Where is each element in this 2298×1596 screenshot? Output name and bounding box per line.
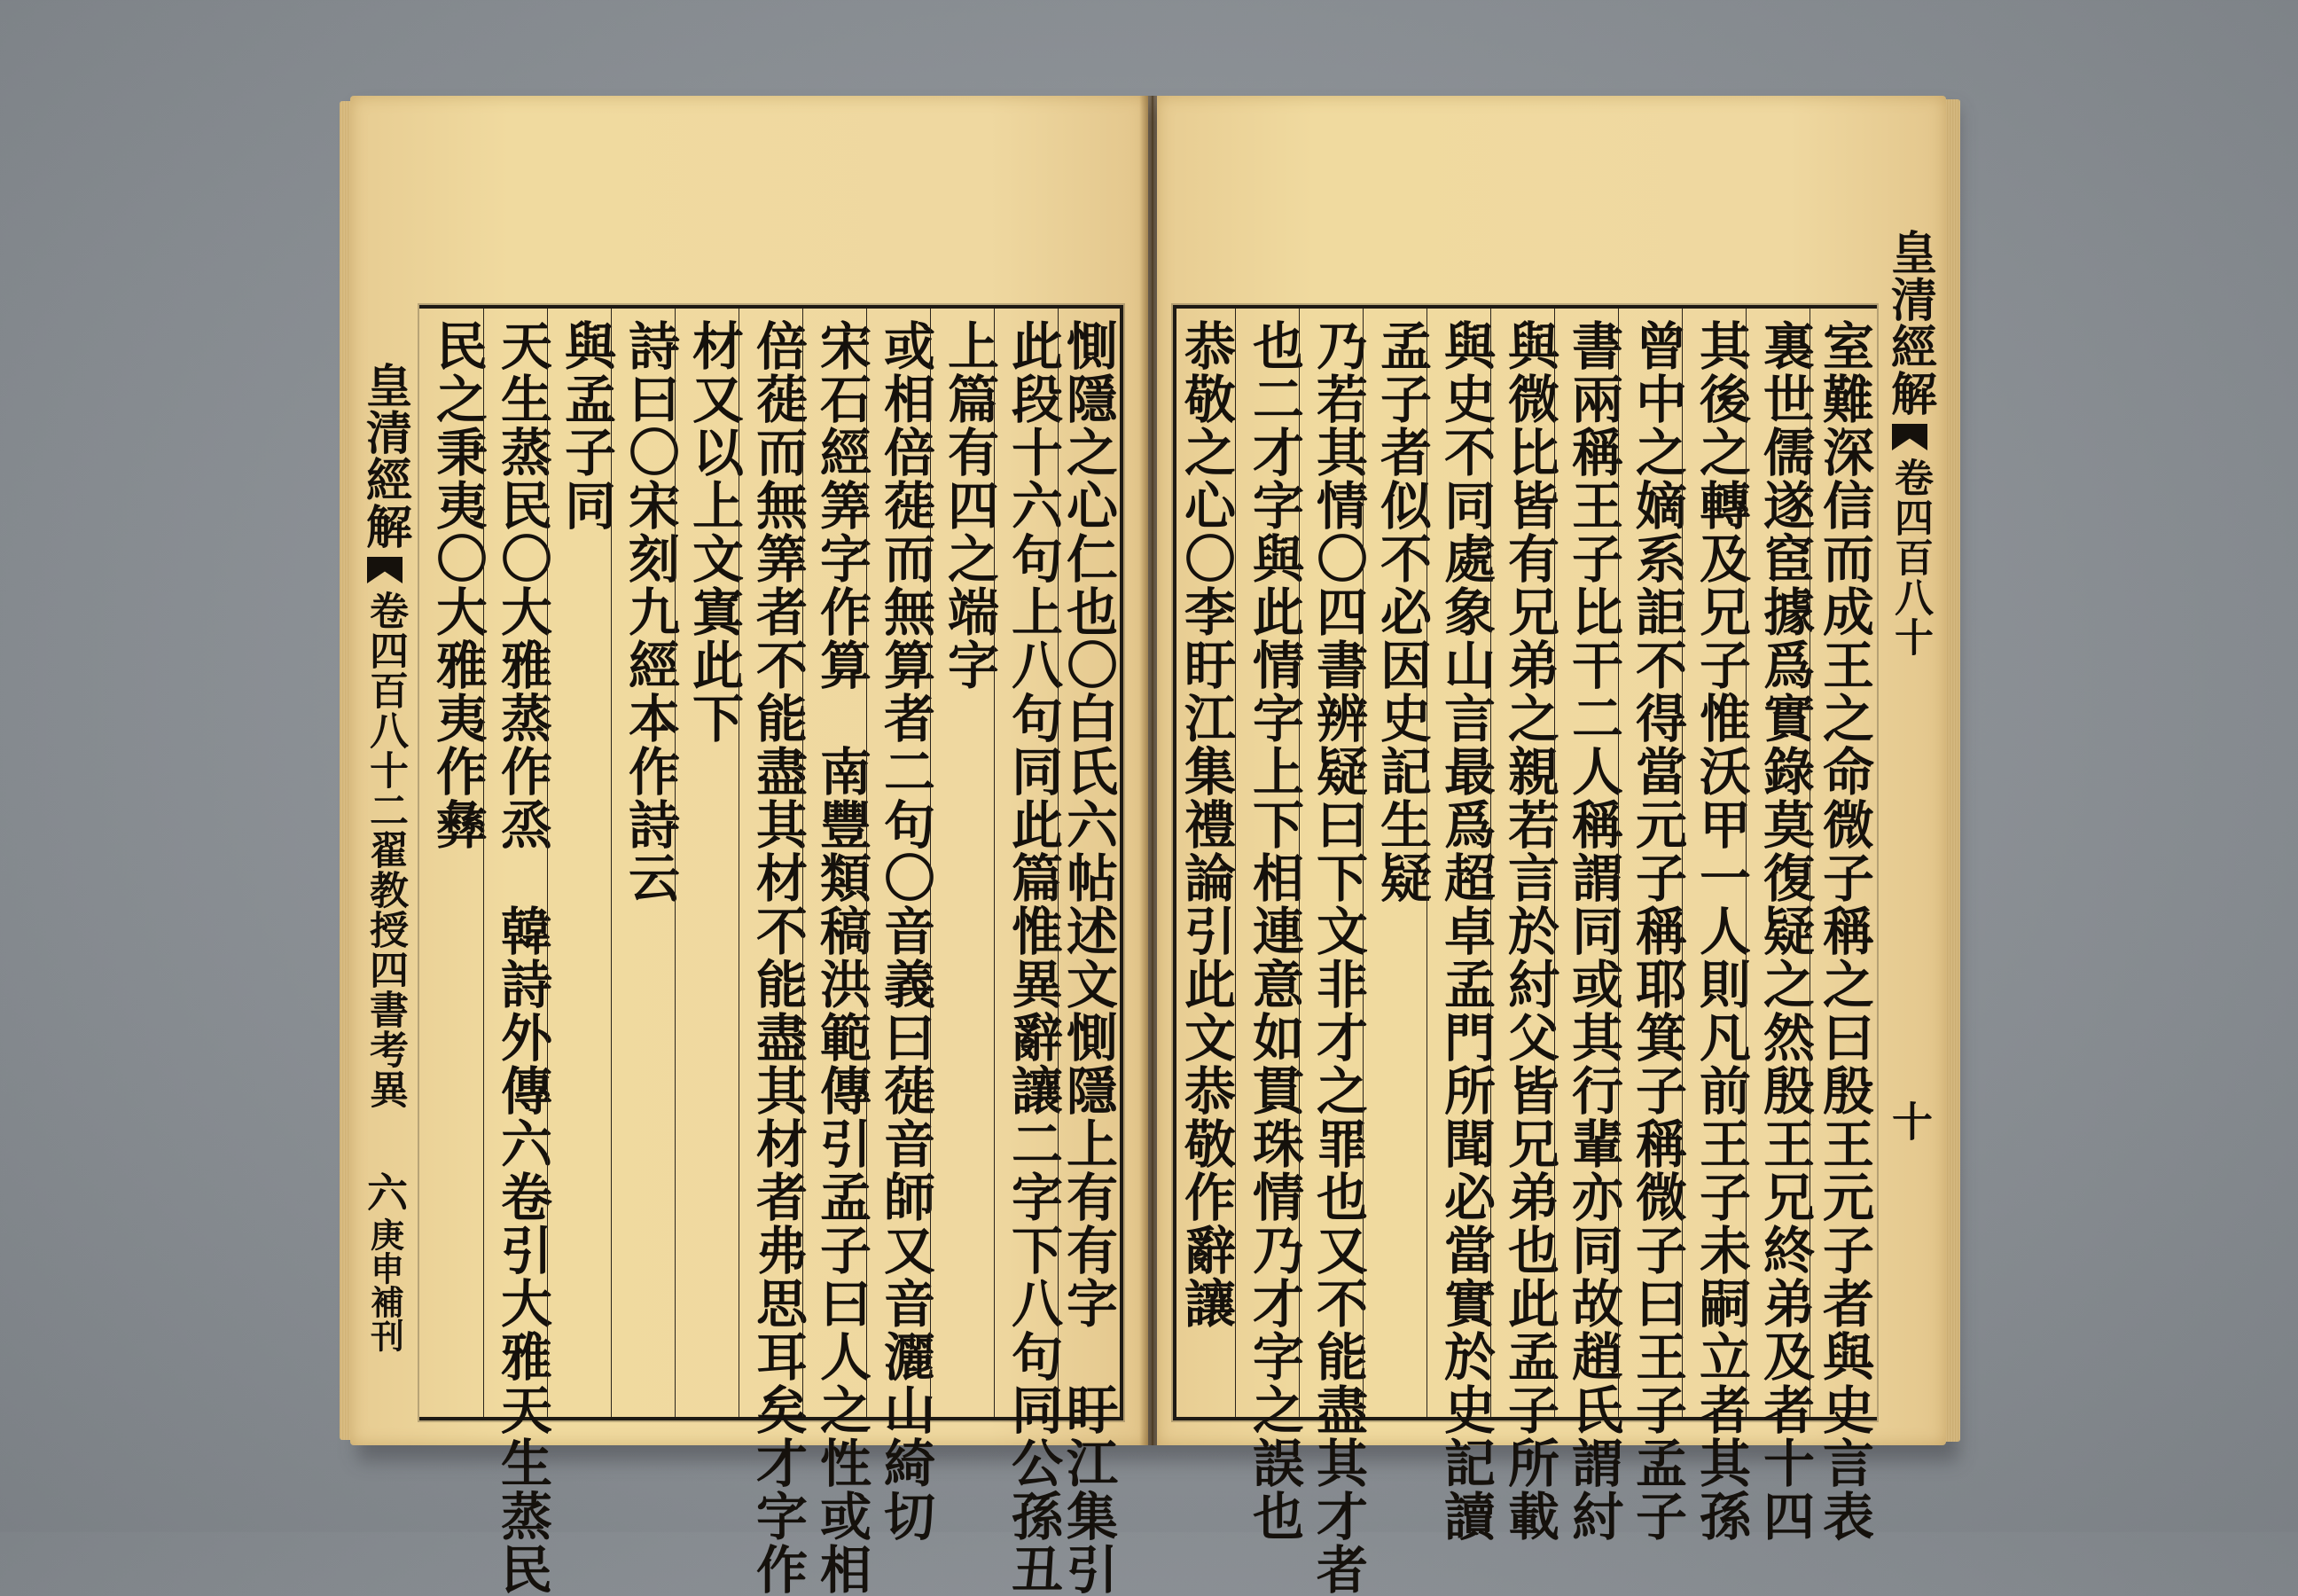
left-col-6: 倍蓰而無筭者不能盡其材不能盡其材者弗思耳矣才字作 [739,309,816,1417]
left-col-9: 上篇有四之端字 [930,309,1007,1417]
right-col-4: 孟子者似不必因史記生疑 [1363,309,1440,1417]
left-margin-title: 皇清經解 [357,362,412,550]
fishtail-mark [1892,424,1927,450]
right-col-7: 書兩稱王子比干二人稱謂同或其行輩亦同故趙氏謂紂 [1554,309,1631,1417]
right-page-edges [1944,99,1960,1442]
right-col-3: 乃若其情〇四書辨疑曰下文非才之罪也又不能盡其才者 [1299,309,1376,1417]
left-col-11: 惻隱之心仁也〇白氏六帖述文惻隱上有有字 盱江集引 [1058,309,1117,1417]
left-col-7: 宋石經筭字作算 南豐類稿洪範傳引孟子曰人之性或相 [802,309,879,1417]
right-page-number: 十 [1886,1100,1934,1141]
right-col-2: 也二才字與此情字上下相連意如貫珠情乃才字之誤也 [1235,309,1312,1417]
left-text-frame [419,305,1123,1596]
right-col-6: 與微比皆有兄弟之親若言於紂父皆兄弟也此孟子所載 [1490,309,1567,1417]
right-margin-volume: 卷四百八十 [1888,458,1933,657]
left-col-10: 此段十六句上八句同此篇惟異辭讓二字下八句同公孫丑 [994,309,1071,1417]
left-col-4: 詩曰〇宋刻九經本作詩云 [611,309,688,1417]
fishtail-mark [367,557,403,583]
left-page-number: 六 [361,1171,409,1212]
right-col-8: 曾中之嫡系詎不得當元子稱耶箕子稱微子曰王子孟子 [1618,309,1695,1417]
left-margin-volume: 卷四百八十二 [363,591,408,830]
open-book [350,96,1946,1596]
left-margin-strip [357,362,412,1352]
left-col-5: 材又以上文寘此下 [675,309,752,1417]
right-page [1157,96,1946,1596]
left-col-3: 與孟子同 [547,309,624,1417]
right-col-5: 與史不同處象山言最爲超卓孟門所聞必當實於史記讀 [1426,309,1504,1417]
right-col-9: 其後之轉及兄子惟沃甲一人則凡前王子未嗣立者其孫 [1682,309,1759,1417]
right-margin-title: 皇清經解 [1882,229,1937,417]
left-col-8: 或相倍蓰而無算者二句〇音義曰蓰音師又音灑山綺切 [866,309,943,1417]
left-col-1: 民之秉夷〇大雅夷作彝 [427,319,488,851]
left-col-2: 天生蒸民〇大雅蒸作烝 韓詩外傳六卷引大雅天生蒸民 [483,309,560,1417]
right-text-frame [1173,305,1877,1596]
right-margin-strip [1882,229,1937,1141]
left-margin-work: 翟教授四書考異 [363,830,408,1109]
left-edition-note: 庚申補刊 [364,1217,405,1352]
right-col-10: 裏世儒遂䆠據爲實錄莫復疑之然殷王兄終弟及者十四 [1746,309,1823,1417]
right-col-1: 恭敬之心〇李盱江集禮論引此文恭敬作辭讓 [1176,319,1236,1330]
left-page [350,96,1148,1596]
right-col-11: 室難深信而成王之命微子稱之曰殷王元子者與史言表 [1809,309,1878,1417]
